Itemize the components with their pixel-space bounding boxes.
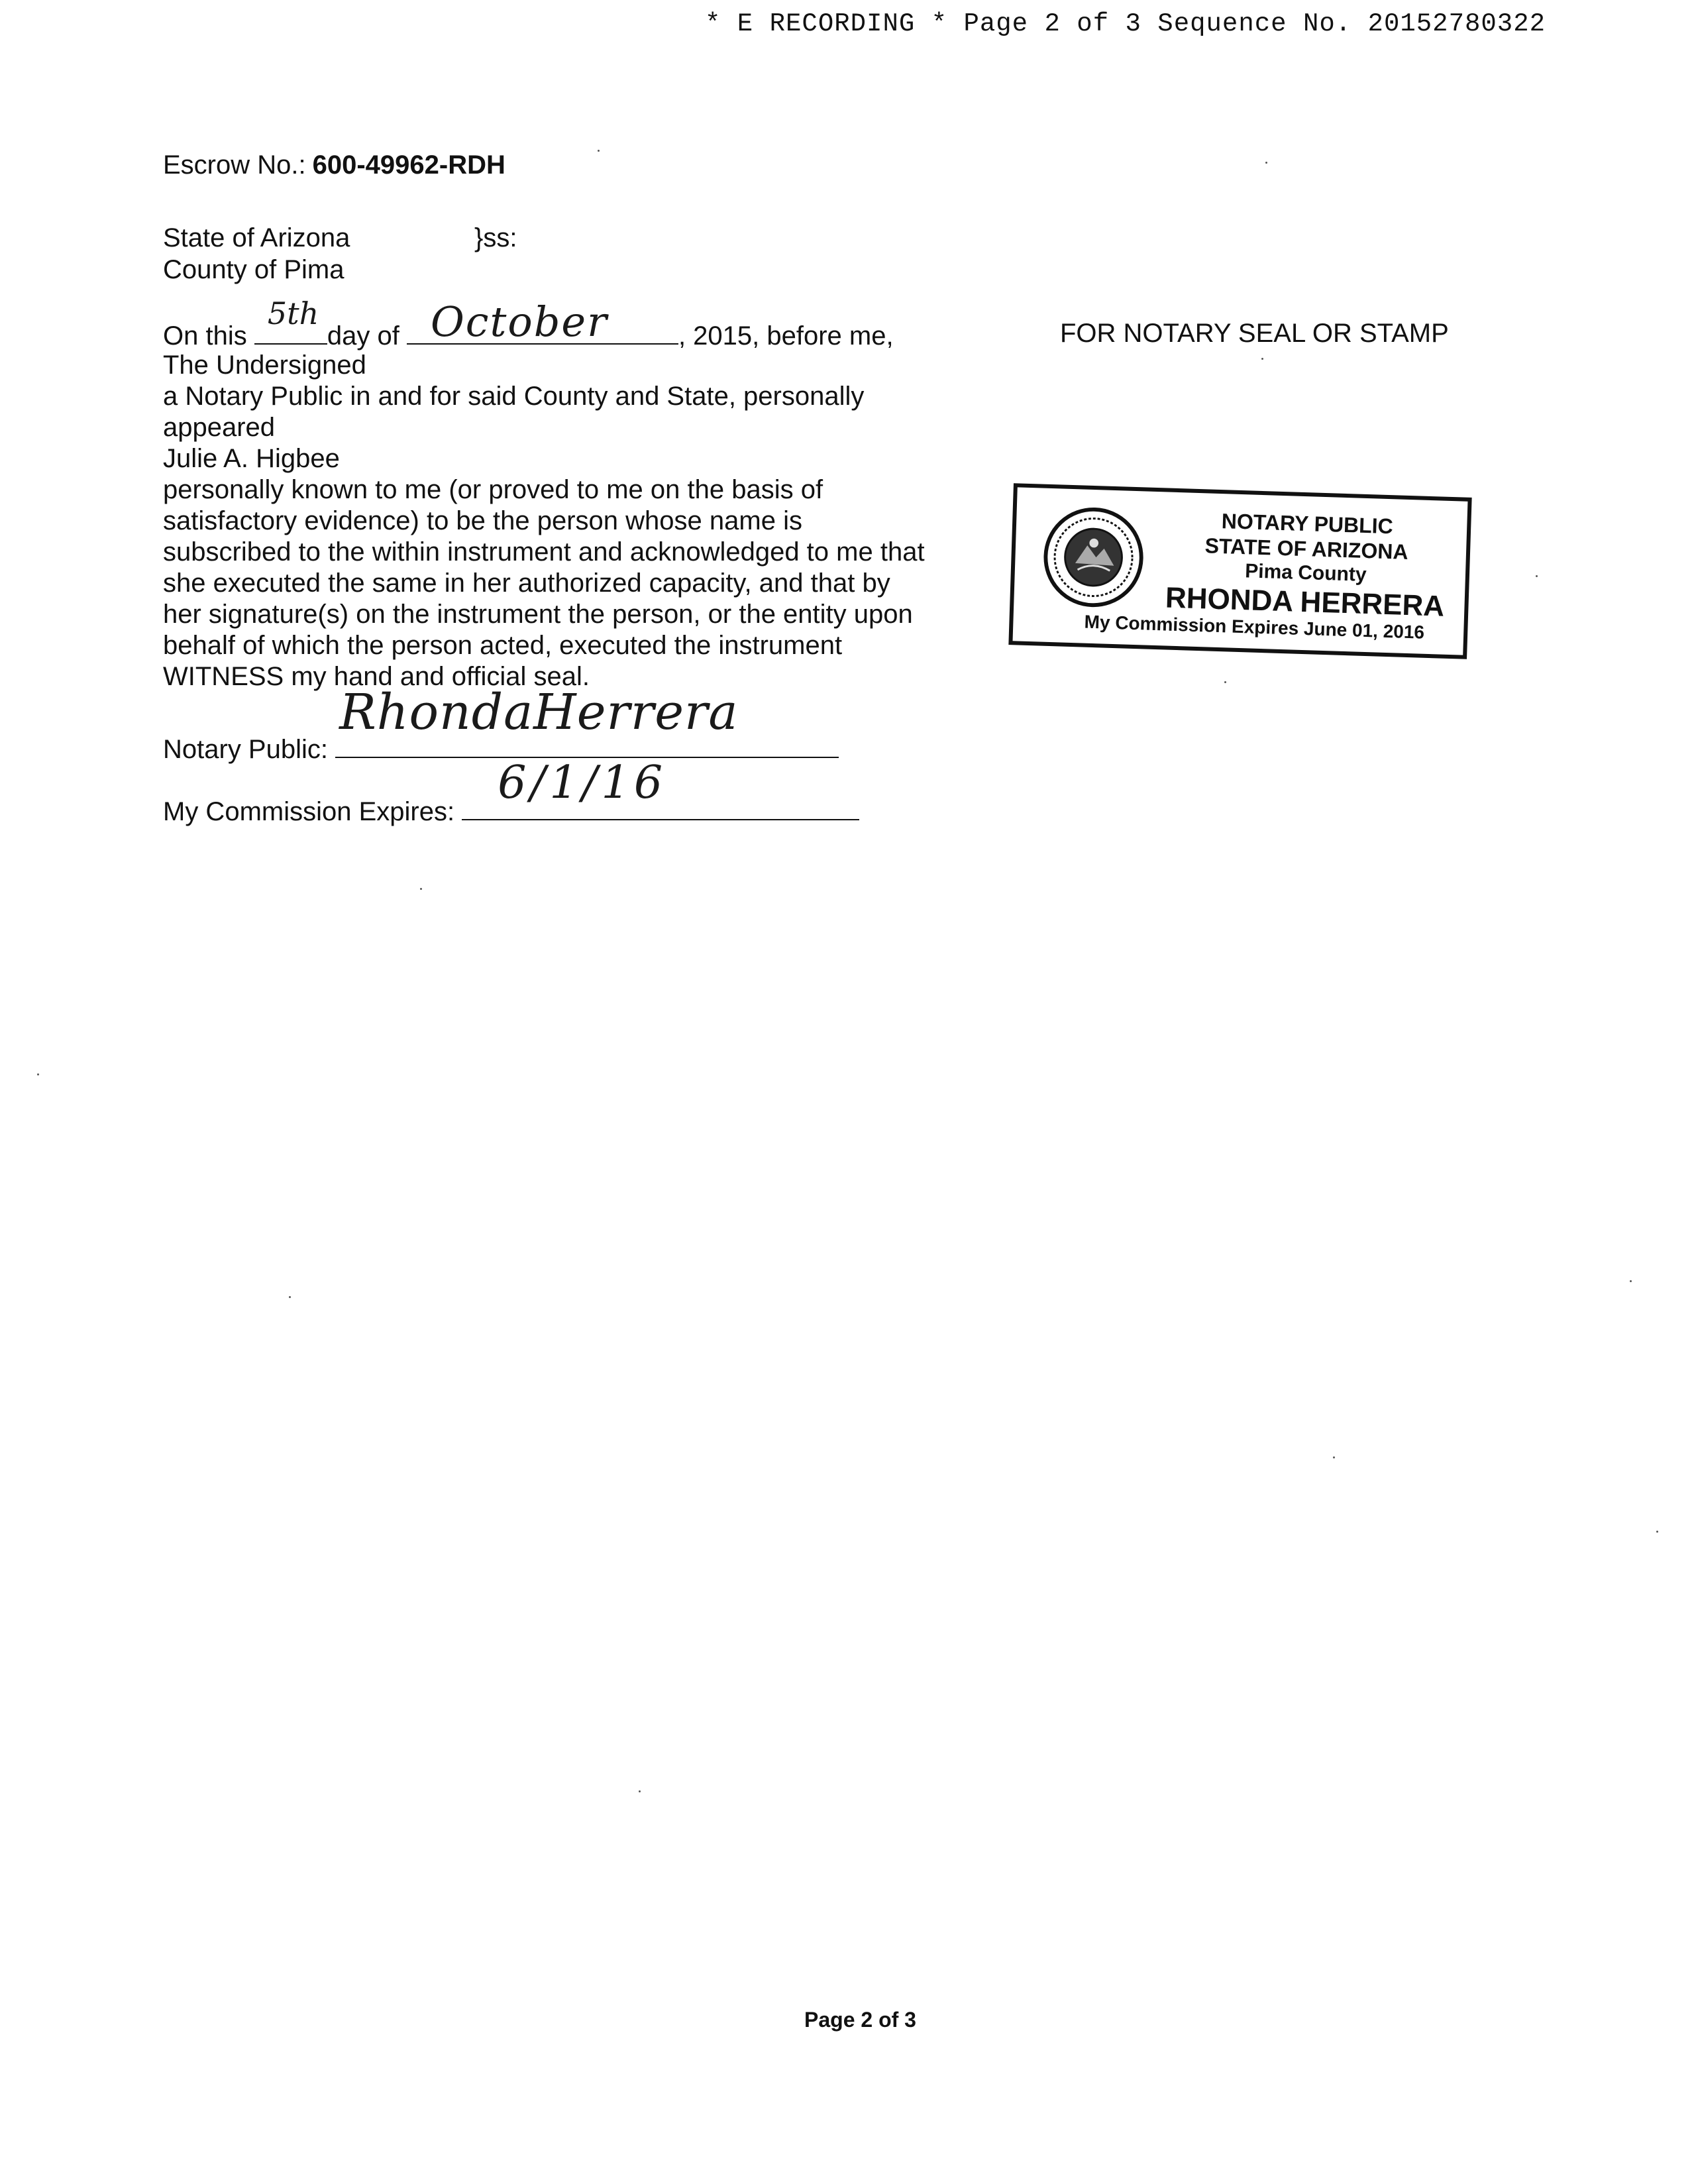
commission-blank [462, 757, 859, 820]
body-line: a Notary Public in and for said County and State, personally [163, 382, 865, 411]
commission-line [163, 757, 859, 828]
body-line: she executed the same in her authorized capacity, and that by [163, 569, 890, 598]
handwritten-month: October [430, 298, 608, 346]
scan-speck [1224, 681, 1226, 683]
day-of-label: day of [327, 321, 399, 351]
body-line: appeared [163, 413, 276, 442]
scan-speck [1656, 1531, 1658, 1533]
acknowledgment-date-line [163, 296, 894, 352]
notary-stamp [1008, 483, 1471, 659]
handwritten-commission-date: 6/1/16 [498, 757, 667, 809]
body-line: subscribed to the within instrument and acknowledged to me that [163, 537, 925, 567]
stamp-text [1149, 506, 1463, 625]
escrow-number: 600-49962-RDH [312, 150, 505, 180]
witness-line: WITNESS my hand and official seal. [163, 662, 590, 691]
recording-header: * E RECORDING * Page 2 of 3 Sequence No. 20152780322 [705, 9, 1546, 38]
scan-speck [420, 888, 422, 890]
body-line: her signature(s) on the instrument the person, or the entity upon [163, 600, 913, 629]
stamp-line-state: STATE OF ARIZONA [1204, 533, 1409, 564]
scan-speck [1265, 162, 1267, 164]
notary-signature: RhondaHerrera [339, 684, 739, 741]
scan-speck [1261, 358, 1263, 360]
stamp-expiration: My Commission Expires June 01, 2016 [1084, 611, 1425, 643]
on-this-label: On this [163, 321, 247, 351]
escrow-line [163, 150, 505, 181]
page-number: Page 2 of 3 [804, 2008, 916, 2032]
state-line [163, 223, 517, 254]
state-seal-icon [1040, 504, 1147, 611]
scan-speck [1333, 1456, 1335, 1458]
signature-blank [335, 684, 839, 758]
scan-speck [1630, 1280, 1632, 1282]
body-line: personally known to me (or proved to me on the basis of [163, 475, 823, 504]
scan-speck [37, 1073, 39, 1075]
scan-speck [1536, 575, 1538, 577]
state-name: State of Arizona [163, 223, 350, 252]
month-blank [407, 298, 678, 346]
stamp-line-county: Pima County [1244, 560, 1367, 586]
body-line: behalf of which the person acted, executed the instrument [163, 631, 843, 660]
scan-speck [639, 1790, 641, 1792]
scan-speck [598, 150, 600, 152]
commission-label: My Commission Expires: [163, 797, 455, 826]
county-line: County of Pima [163, 255, 344, 284]
day-blank [254, 296, 327, 345]
signer-name: Julie A. Higbee [163, 444, 340, 473]
body-line: The Undersigned [163, 351, 366, 380]
stamp-notary-name: RHONDA HERRERA [1165, 581, 1445, 623]
year-text: , 2015, before me, [678, 321, 894, 351]
notary-label: Notary Public: [163, 735, 328, 764]
escrow-label: Escrow No.: [163, 150, 306, 180]
acknowledgment-body [163, 350, 925, 692]
seal-caption: FOR NOTARY SEAL OR STAMP [1060, 319, 1449, 348]
handwritten-day: 5th [267, 296, 319, 331]
ss-marker: }ss: [474, 223, 517, 252]
scan-speck [289, 1296, 291, 1298]
body-line: satisfactory evidence) to be the person whose name is [163, 506, 802, 535]
stamp-line-notary-public: NOTARY PUBLIC [1221, 509, 1394, 539]
